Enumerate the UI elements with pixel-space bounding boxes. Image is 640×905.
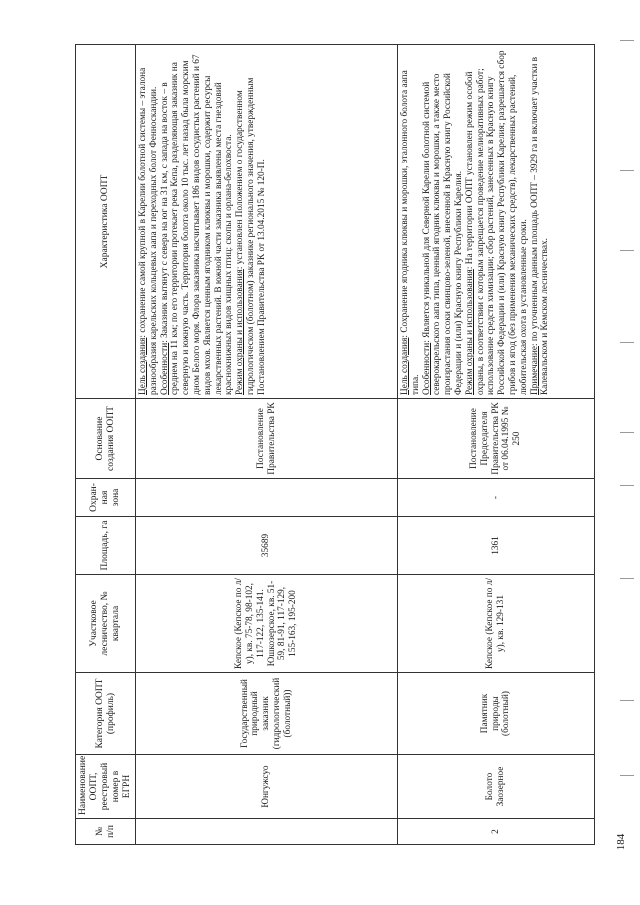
scan-mark [620, 40, 634, 41]
header-characteristic: Характеристика ООПТ [76, 45, 136, 399]
table-header-row [76, 45, 136, 845]
row2-features-label: Особенности [421, 342, 432, 395]
row1-features-text: : Заказник вытянут с севера на юг на 31 км, с запада на восток – в среднем на 11 км; по его территории протекает река Кепа, разделяющая заказник на северную и южную часть. Территория болота около 10 тыс. лет назад была морским дном Белого моря. Флора заказника насчитывает 186 видов сосудистых растений и 67 видов мхов. Является ценным ягодником клюквы и морошки, содержит ресурсы лекарственных растений. В южной части заказника выявлены места гнездовий краснокнижных видов хищных птиц: скопы и орлана-белохвоста. [159, 54, 235, 395]
page-number [612, 826, 628, 860]
row2-goal-label: Цель создания [400, 337, 410, 395]
row1-area: 35689 [136, 517, 398, 575]
table-row [136, 45, 398, 845]
header-name: Наименование ООПТ, реестровый номер в ЕГРН [76, 755, 136, 819]
row2-characteristic [398, 45, 595, 399]
header-forestry: Участковое лесничество, № квартала [76, 575, 136, 673]
scan-mark [620, 170, 634, 171]
scan-mark [620, 700, 634, 701]
row2-goal-text: : Сохранение ягодника клюквы и морошки, эталонного болота аапа типа. [400, 70, 421, 395]
rotated-table-container [75, 45, 595, 845]
scan-mark [620, 342, 634, 343]
row1-buffer [136, 479, 398, 517]
row2-regime-text: : На территории ООПТ установлен режим особой охраны, в соответствии с которым запрещается проведение мелиоративных работ; использование средств химизации; сбор растений, занесенных в Красную книгу Российской Федерации и (или) Красную книгу Республики Карелия; разрешается сбор грибов и ягод (без применения механических средств), лекарственных растений, любительская охота в установленные сроки. [464, 50, 529, 395]
row1-goal-text: : сохранение самой крупной в Карелии болотной системы – эталона разнообразия карельских кольцевых аапа и переходных болот Фенноскандии. [138, 67, 159, 395]
row2-name: Болото Заозерное [398, 755, 595, 819]
row2-note-text: : по уточненным данным площадь ООПТ – 3929 га и включает участки в Калевальском и Кемском лесничествах. [529, 56, 551, 395]
row2-features [422, 48, 465, 395]
row1-forestry: Кепское (Кепское по л/у), кв. 75-78, 98-102, 117-122, 135-141. Юшкозерское, кв. 51-59, 81-91, 117-129, 155-163, 195-200 [136, 575, 398, 673]
protected-areas-table [75, 44, 595, 845]
scan-mark [620, 485, 634, 486]
row1-name: Юнгужсуо [136, 755, 398, 819]
row1-num [136, 819, 398, 845]
scan-mark [620, 250, 634, 251]
page-number-text: 184 [615, 833, 627, 851]
scan-mark [620, 775, 634, 776]
row2-note [530, 48, 552, 395]
row2-area: 1361 [398, 517, 595, 575]
table-row [398, 45, 595, 845]
row2-category: Памятник природы (болотный) [398, 673, 595, 755]
row2-regime-label: Режим охраны и использования [464, 269, 475, 395]
row1-category: Государственный природный заказник (гидрологический (болотный)) [136, 673, 398, 755]
row1-goal-label: Цель создания [138, 337, 148, 395]
row1-basis: Постановление Правительства РК [136, 399, 398, 479]
scan-mark [620, 432, 634, 433]
row2-buffer: - [398, 479, 595, 517]
row1-regime-text: : установлен Положением о государственном гидрологическом (болотном) заказнике регионального значения, утвержденным Постановлением Правительства РК от 13.04.2015 № 120-П. [235, 77, 267, 395]
row2-regime [465, 48, 530, 395]
row2-forestry: Кепское (Кепское по л/у), кв. 129-131 [398, 575, 595, 673]
row2-note-label: Примечание [529, 346, 540, 395]
header-basis: Основание создания ООПТ [76, 399, 136, 479]
row2-basis: Постановление Председателя Правительства РК от 06.04.1995 № 250 [398, 399, 595, 479]
row1-goal [138, 48, 160, 395]
header-category: Категория ООПТ (профиль) [76, 673, 136, 755]
header-num: № п/п [76, 819, 136, 845]
row2-features-text: : Является уникальной для Северной Карелии болотной системой северокарельского аапа типа, ценный ягодник клюквы и морошки, а также место произрастания осоки свинцово-зеленой, внесенной в Красную книгу Российской Федерации и (или) Красную книгу Республики Карелия. [421, 73, 464, 395]
row1-features-label: Особенности [159, 342, 170, 395]
row1-regime [235, 48, 267, 395]
row1-regime-label: Режим охраны и использования [235, 269, 246, 395]
scan-mark [620, 578, 634, 579]
row1-characteristic [136, 45, 398, 399]
row1-features [160, 48, 236, 395]
header-area: Площадь, га [76, 517, 136, 575]
header-buffer: Охран-ная зона [76, 479, 136, 517]
row2-goal [400, 48, 422, 395]
row2-num: 2 [398, 819, 595, 845]
